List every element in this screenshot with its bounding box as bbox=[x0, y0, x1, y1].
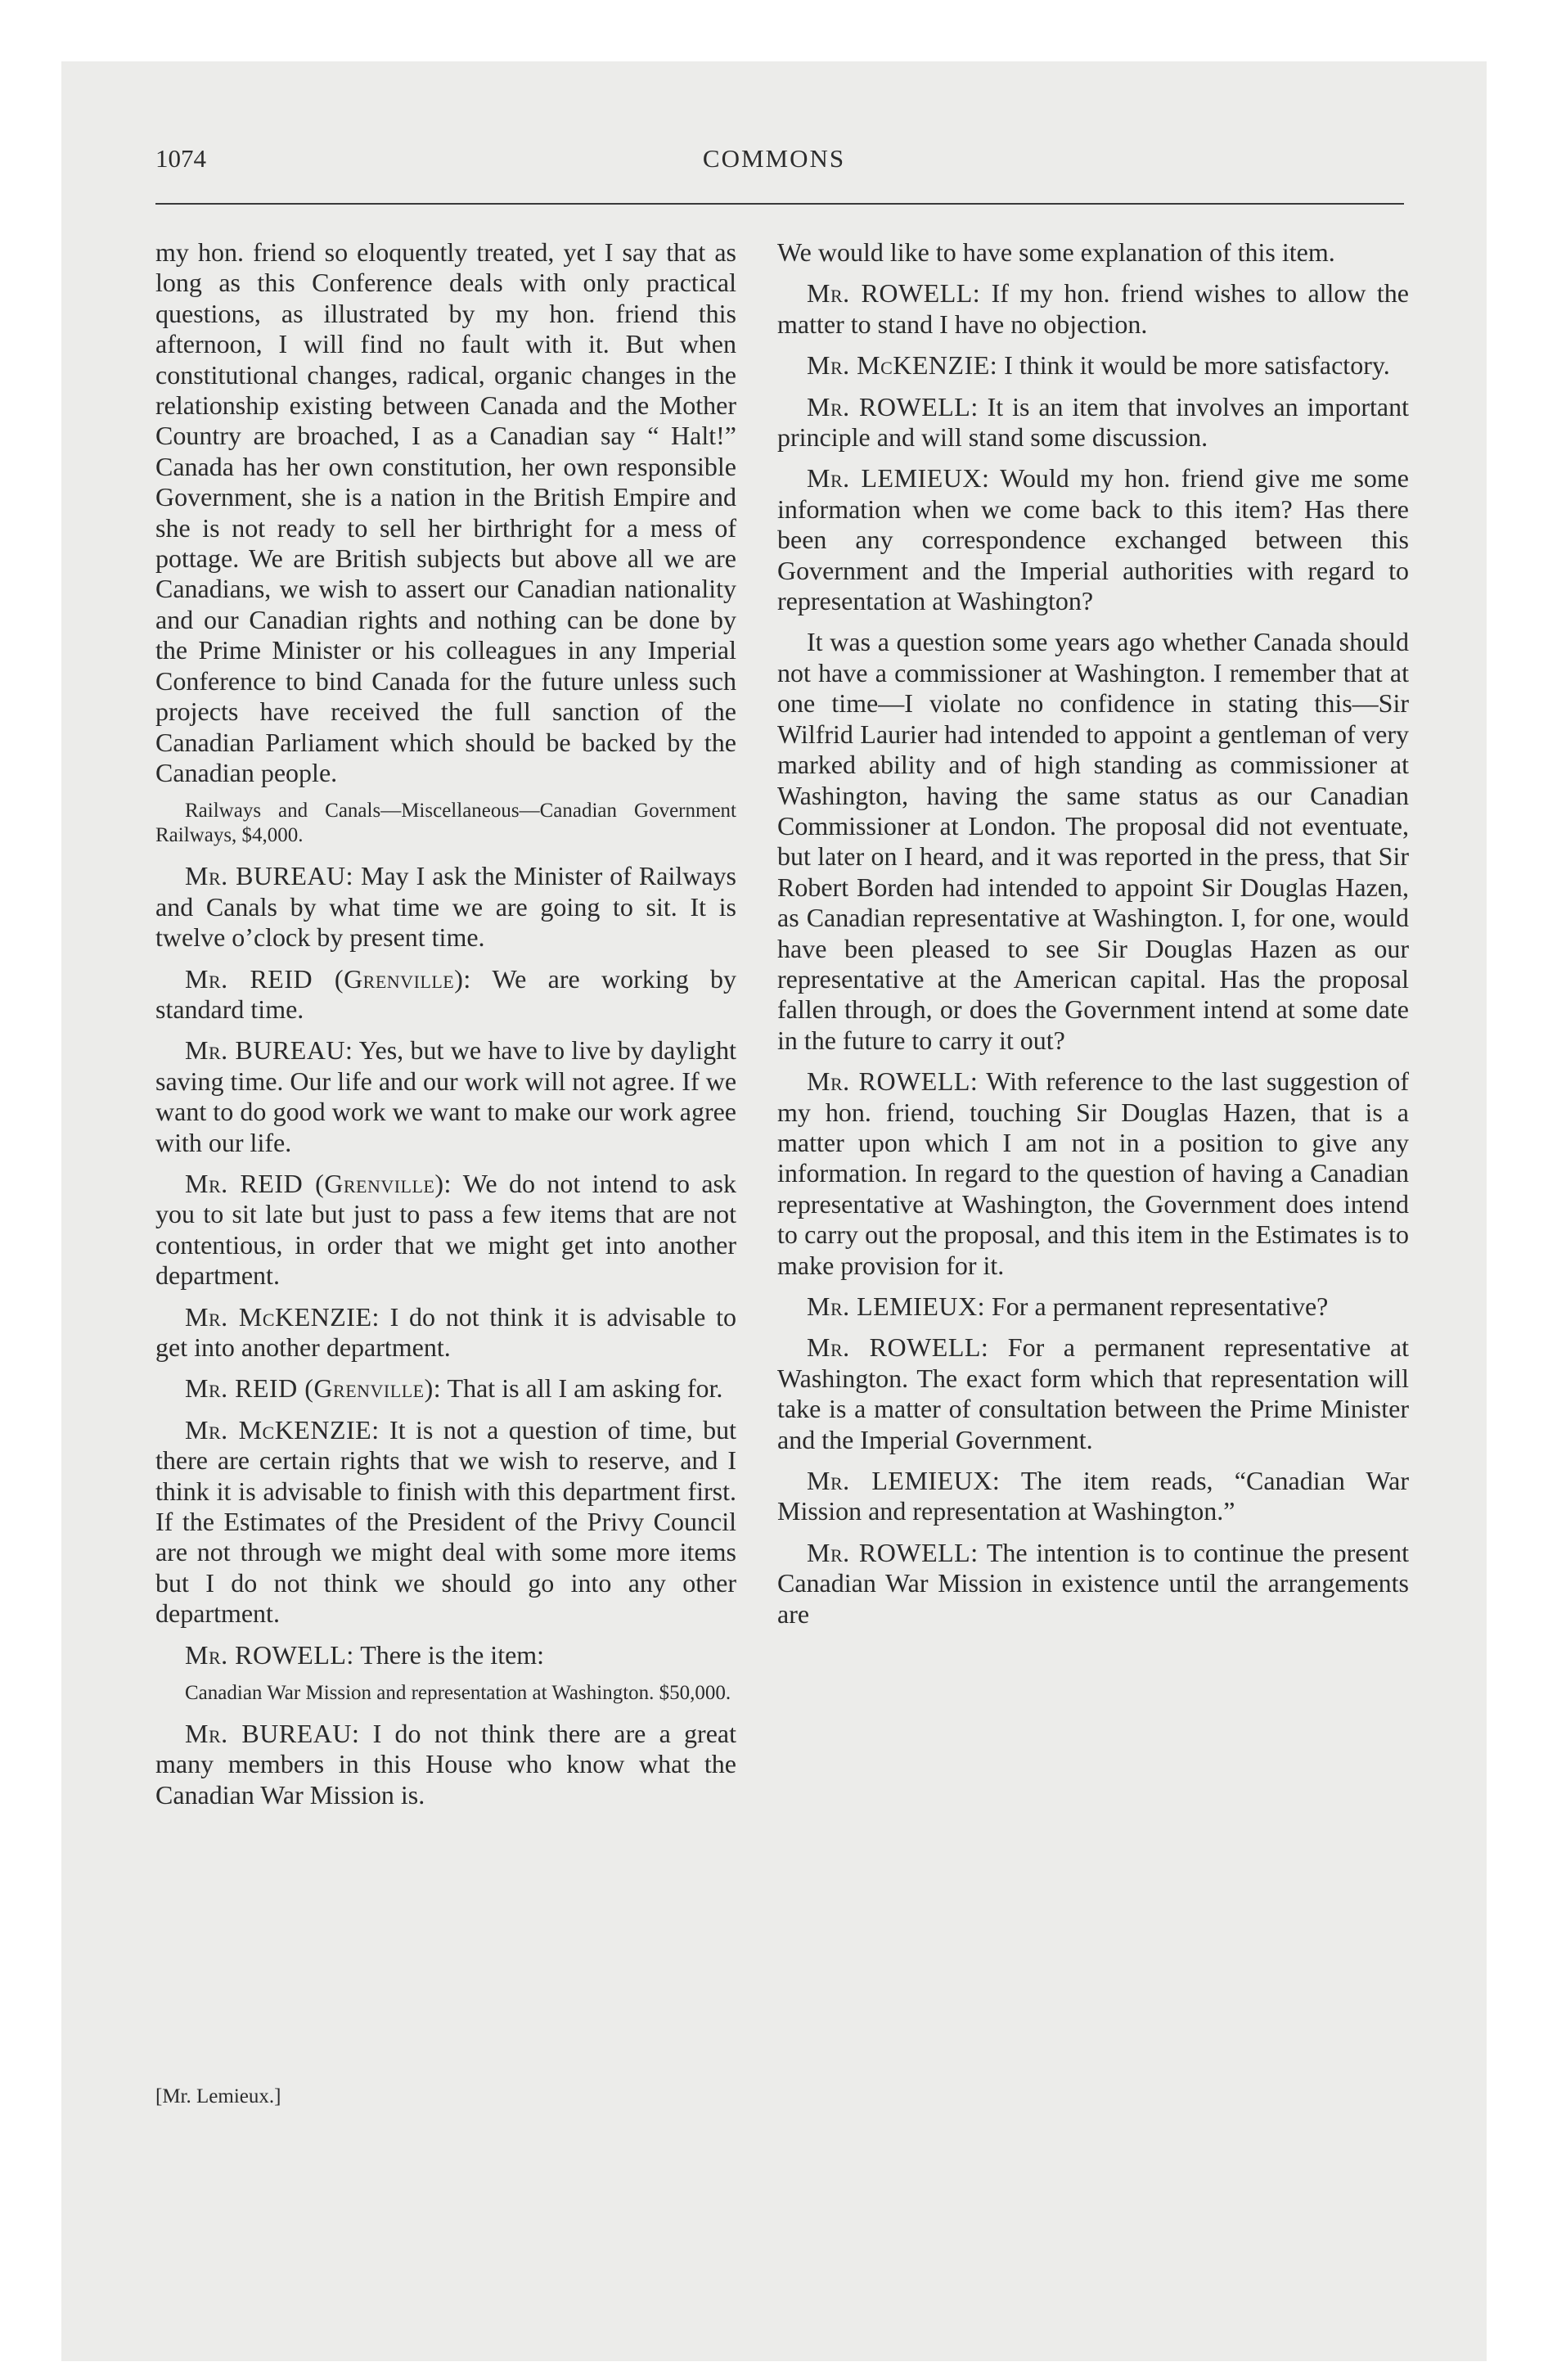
speech-paragraph bbox=[777, 463, 1409, 616]
speech-paragraph bbox=[155, 964, 736, 1025]
speech-paragraph bbox=[777, 392, 1409, 453]
speech-paragraph bbox=[155, 1035, 736, 1158]
paragraph-text: I do not think it is advisable to get into another department. bbox=[155, 1301, 736, 1362]
text-paragraph bbox=[777, 237, 1409, 268]
paragraph-text: Would my hon. friend give me some information when we come back to this item? Has there been any correspondence exchanged between this Government and the Imperial authorities with regard to representation at Washington? bbox=[777, 463, 1409, 616]
paragraph-text: We would like to have some explanation of this item. bbox=[777, 237, 1335, 267]
paragraph-text: May I ask the Minister of Railways and Canals by what time we are going to sit. It is twelve o’clock by present time. bbox=[155, 861, 736, 953]
paragraph-text: Railways and Canals—Miscellaneous—Canadian Government Railways, $4,000. bbox=[155, 800, 736, 847]
header-rule bbox=[155, 203, 1404, 205]
paragraph-text: We do not intend to ask you to sit late but just to pass a few items that are not contentious, in order that we might get into another department. bbox=[155, 1168, 736, 1291]
estimate-item bbox=[155, 799, 736, 848]
paragraph-text: It was a question some years ago whether Canada should not have a commissioner at Washington. I remember that at one time—I violate no confidence in stating this—Sir Wilfrid Laurier had intended to appoint a gentleman of very marked ability and of high standing as commissioner at Washington, having the same status as our Canadian Commissioner at London. The proposal did not eventuate, but later on I heard, and it was reported in the press, that Sir Robert Borden had intended to appoint Sir Douglas Hazen, as Canadian representative at Washington. I, for one, would have been pleased to see Sir Douglas Hazen as our representative at the American capital. Has the proposal fallen through, or does the Government intend at some date in the future to carry it out? bbox=[777, 627, 1409, 1055]
speaker-name: Mr. ROWELL: bbox=[185, 1639, 354, 1670]
speech-paragraph bbox=[155, 861, 736, 953]
speaker-name: Mr. REID (Grenville): bbox=[185, 963, 471, 994]
footer-speaker-note: [Mr. Lemieux.] bbox=[155, 2085, 281, 2107]
paragraph-text: Canadian War Mission and representation at Washington. $50,000. bbox=[185, 1682, 731, 1705]
speech-paragraph bbox=[777, 1538, 1409, 1629]
speech-paragraph bbox=[777, 1332, 1409, 1455]
speaker-name: Mr. ROWELL: bbox=[807, 391, 979, 421]
paragraph-text: If my hon. friend wishes to allow the matter to stand I have no objection. bbox=[777, 278, 1409, 339]
page-number: 1074 bbox=[155, 144, 206, 173]
speaker-name: Mr. McKENZIE: bbox=[185, 1414, 380, 1445]
paragraph-text: There is the item: bbox=[353, 1639, 545, 1670]
speaker-name: Mr. LEMIEUX: bbox=[807, 1291, 985, 1321]
paragraph-text: It is an item that involves an important principle and will stand some discussion. bbox=[777, 391, 1409, 453]
text-paragraph bbox=[777, 627, 1409, 1056]
speech-paragraph bbox=[155, 1415, 736, 1629]
estimate-item bbox=[155, 1681, 736, 1706]
text-paragraph bbox=[155, 237, 736, 788]
paragraph-text: The intention is to continue the present Canadian War Mission in existence until the arrangements are bbox=[777, 1537, 1409, 1629]
left-column bbox=[155, 237, 736, 1821]
paragraph-text: That is all I am asking for. bbox=[441, 1373, 723, 1404]
speaker-name: Mr. McKENZIE: bbox=[807, 350, 998, 381]
paragraph-text: For a permanent representative? bbox=[985, 1291, 1329, 1321]
paragraph-text: With reference to the last suggestion of my hon. friend, touching Sir Douglas Hazen, that is a matter upon which I am not in a position to give any information. In regard to the question of having a Canadian representative at Washington, the Government does intend to carry out the proposal, and this item in the Estimates is to make provision for it. bbox=[777, 1066, 1409, 1280]
speaker-name: Mr. ROWELL: bbox=[807, 1332, 989, 1363]
page-title: COMMONS bbox=[702, 144, 846, 173]
speech-paragraph bbox=[155, 1719, 736, 1810]
paragraph-text: It is not a question of time, but there are certain rights that we wish to reserve, and I think it is advisable to finish with this department first. If the Estimates of the President of the Privy Council are not through we might deal with some more items but I do not think we should go into any other department. bbox=[155, 1414, 736, 1629]
speaker-name: Mr. BUREAU: bbox=[185, 1035, 353, 1066]
speech-paragraph bbox=[155, 1640, 736, 1670]
speech-paragraph bbox=[777, 1466, 1409, 1527]
paragraph-text: The item reads, “Canadian War Mission and representation at Washington.” bbox=[777, 1466, 1409, 1526]
speaker-name: Mr. ROWELL: bbox=[807, 1537, 979, 1567]
paragraph-text: I do not think there are a great many members in this House who know what the Canadian War Mission is. bbox=[155, 1719, 736, 1810]
speaker-name: Mr. McKENZIE: bbox=[185, 1301, 380, 1332]
speech-paragraph bbox=[777, 1066, 1409, 1281]
speaker-name: Mr. REID (Grenville): bbox=[185, 1373, 442, 1404]
speaker-name: Mr. LEMIEUX: bbox=[807, 1466, 1001, 1496]
paragraph-text: Yes, but we have to live by daylight saving time. Our life and our work will not agree. If we want to do good work we want to make our work agree with our life. bbox=[155, 1035, 737, 1157]
speaker-name: Mr. ROWELL: bbox=[807, 278, 981, 309]
speaker-name: Mr. BUREAU: bbox=[185, 861, 354, 891]
speech-paragraph bbox=[777, 350, 1409, 381]
speech-paragraph bbox=[155, 1302, 736, 1364]
speaker-name: Mr. REID (Grenville): bbox=[185, 1168, 452, 1198]
speaker-name: Mr. LEMIEUX: bbox=[807, 463, 990, 494]
speech-paragraph bbox=[777, 1291, 1409, 1322]
speech-paragraph bbox=[155, 1373, 736, 1404]
speech-paragraph bbox=[777, 278, 1409, 340]
paragraph-text: I think it would be more satisfactory. bbox=[997, 350, 1390, 381]
paragraph-text: For a permanent representative at Washington. The exact form which that representation will take is a matter of consultation between the Prime Minister and the Imperial Government. bbox=[777, 1332, 1409, 1454]
speaker-name: Mr. BUREAU: bbox=[185, 1719, 360, 1749]
paragraph-text: We are working by standard time. bbox=[155, 963, 737, 1024]
speech-paragraph bbox=[155, 1169, 736, 1291]
speaker-name: Mr. ROWELL: bbox=[807, 1066, 979, 1097]
right-column bbox=[777, 237, 1409, 1640]
paragraph-text: my hon. friend so eloquently treated, yet I say that as long as this Conference deals with only practical questions, as illustrated by my hon. friend this afternoon, I will find no fault with it. But when constitutional changes, radical, organic changes in the relationship existing between Canada and the Mother Country are broached, I as a Canadian say “ Halt!” Canada has her own constitution, her own responsible Government, she is a nation in the British Empire and she is not ready to sell her birthright for a mess of pottage. We are British subjects but above all we are Canadians, we wish to assert our Canadian nationality and our Canadian rights and nothing can be done by the Prime Minister or his colleagues in any Imperial Conference to bind Canada for the future unless such projects have received the full sanction of the Canadian Parliament which should be backed by the Canadian people. bbox=[155, 237, 736, 787]
